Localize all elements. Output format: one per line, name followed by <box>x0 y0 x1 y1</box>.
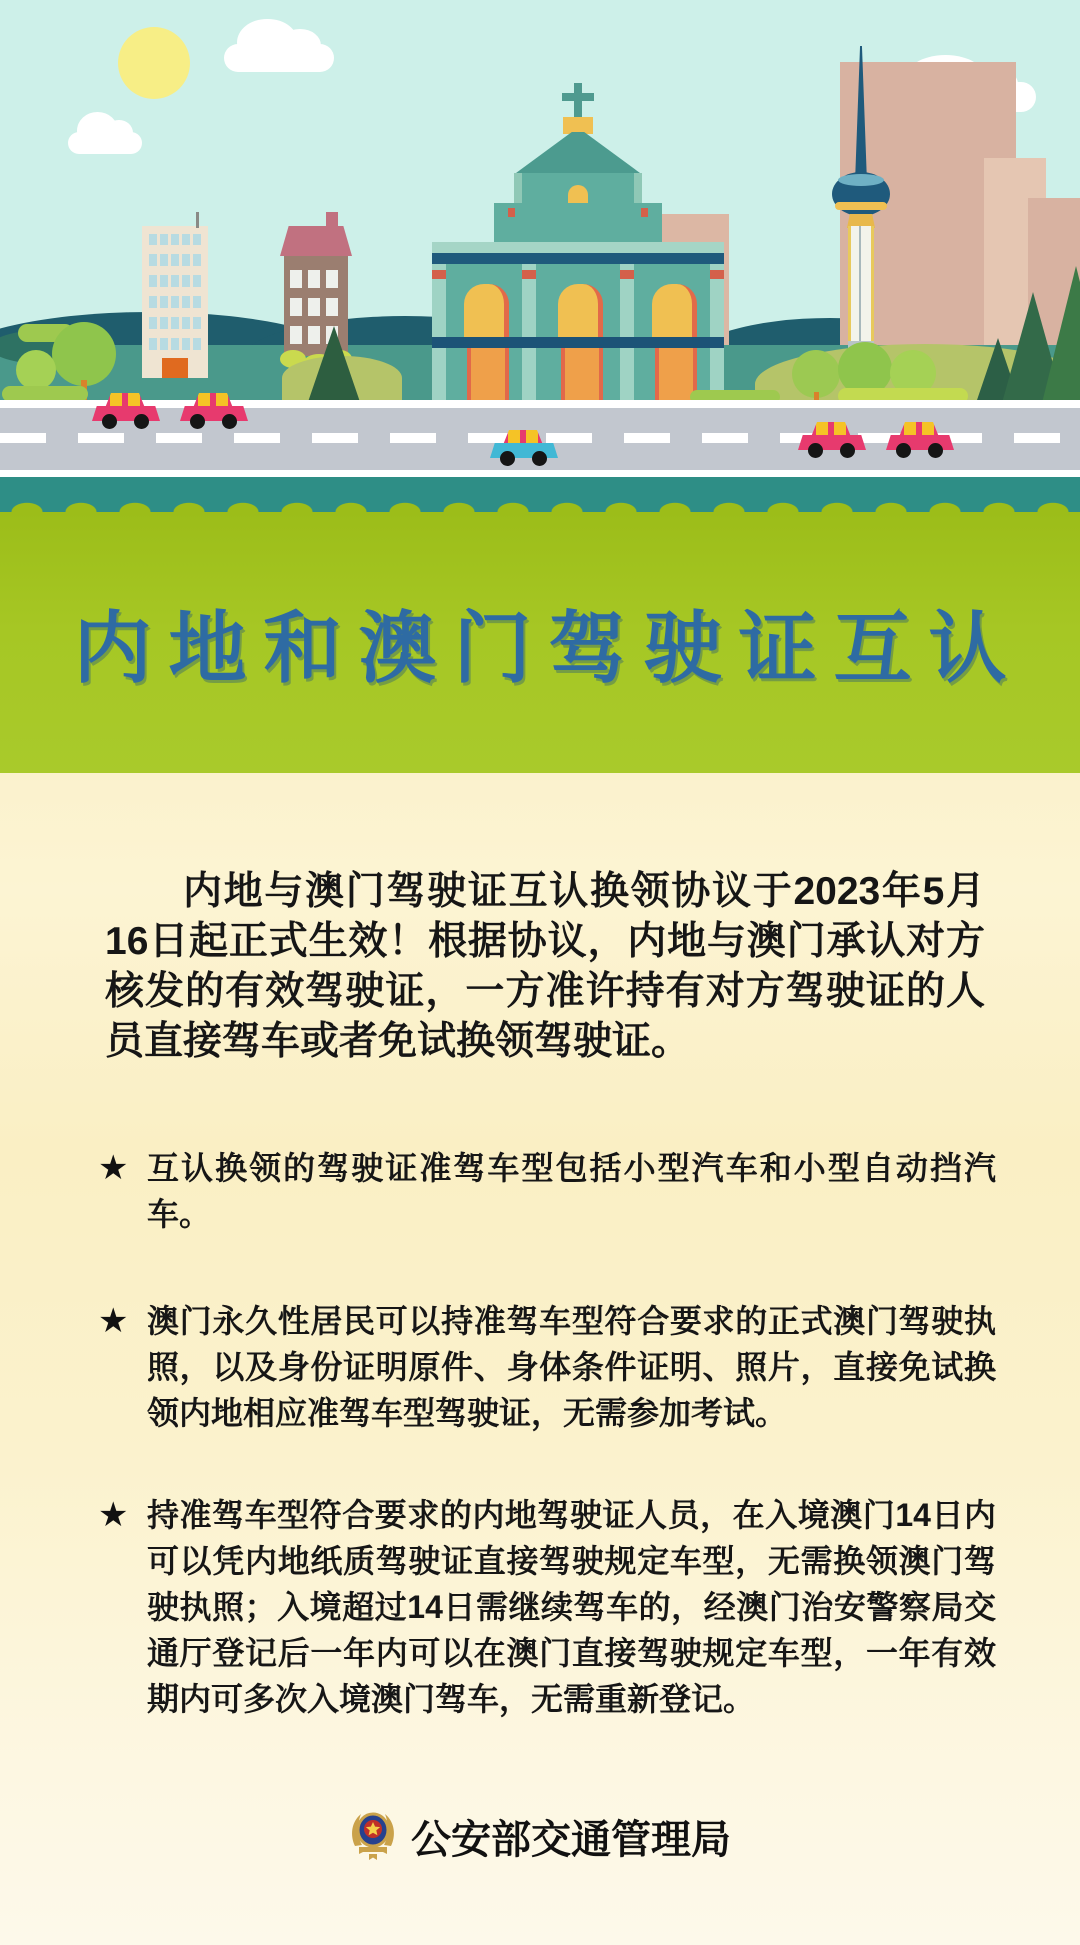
round-tree <box>792 350 840 403</box>
car-wheel <box>840 443 855 458</box>
arch-window <box>464 284 509 337</box>
pink-car-icon <box>798 422 866 458</box>
pilaster-capital <box>432 270 446 279</box>
pilaster-capital <box>620 270 634 279</box>
facade-ornament <box>508 208 515 217</box>
cyan-car-icon <box>490 430 558 466</box>
poster-title: 内地和澳门驾驶证互认 <box>73 604 1024 692</box>
tower-pod-band <box>835 202 887 210</box>
organization-name: 公安部交通管理局 <box>411 1818 731 1862</box>
title-banner <box>0 512 1080 773</box>
car-cabin <box>899 422 939 437</box>
building-roof <box>280 226 352 256</box>
car-wheel <box>500 451 515 466</box>
church-roof <box>516 132 640 173</box>
bullet-item <box>98 1298 996 1436</box>
facade-ornament <box>641 208 648 217</box>
church-shoulders <box>494 203 662 242</box>
pink-car-icon <box>180 393 248 429</box>
pilaster-capital <box>522 270 536 279</box>
cross-icon <box>574 83 582 119</box>
building-windows <box>149 234 201 350</box>
cloud-icon <box>68 132 142 154</box>
car-wheel <box>222 414 237 429</box>
bullet-text: 持准驾车型符合要求的内地驾驶证人员，在入境澳门14日内可以凭内地纸质驾驶证直接驾驶规定车型，无需换领澳门驾驶执照；入境超过14日需继续驾车的，经澳门治安警察局交通厅登记后一年内可以在澳门直接驾驶规定车型，一年有效期内可多次入境澳门驾车，无需重新登记。 <box>147 1497 996 1717</box>
church-finial <box>563 117 593 134</box>
car-wheel <box>102 414 117 429</box>
intro-paragraph: 内地与澳门驾驶证互认换领协议于2023年5月16日起正式生效！根据协议，内地与澳门承认对方核发的有效驾驶证，一方准许持有对方驾驶证的人员直接驾车或者免试换领驾驶证。 <box>105 870 985 1063</box>
pilaster <box>620 348 634 403</box>
police-badge-icon <box>349 1806 397 1867</box>
church-cornice <box>432 242 724 253</box>
church-door <box>561 348 603 403</box>
scalloped-edge <box>0 496 1080 512</box>
pilaster <box>432 348 446 403</box>
pink-car-icon <box>92 393 160 429</box>
tower-needle <box>849 46 873 176</box>
car-wheel <box>928 443 943 458</box>
church-facade <box>432 264 724 337</box>
church-band <box>432 337 724 348</box>
car-cabin <box>503 430 543 445</box>
car-wheel <box>896 443 911 458</box>
building-antenna <box>196 212 199 228</box>
cross-icon <box>562 93 594 101</box>
church-band <box>432 253 724 264</box>
star-bullet-icon: ★ <box>98 1496 129 1534</box>
arch-window <box>558 284 603 337</box>
tree-crown <box>16 350 56 390</box>
body-section <box>0 773 1080 1945</box>
office-building <box>142 226 208 378</box>
bullet-text: 澳门永久性居民可以持准驾车型符合要求的正式澳门驾驶执照，以及身份证明原件、身体条件证明、照片，直接免试换领内地相应准驾车型驾驶证，无需参加考试。 <box>147 1303 996 1431</box>
ruins-of-st-pauls <box>432 83 724 403</box>
bullet-item <box>98 1145 996 1237</box>
tree-crown <box>52 322 116 386</box>
pilaster-capital <box>710 270 724 279</box>
star-bullet-icon: ★ <box>98 1302 129 1340</box>
car-cabin <box>105 393 145 408</box>
church-door <box>467 348 509 403</box>
church-lower-story <box>432 348 724 403</box>
bullet-text: 互认换领的驾驶证准驾车型包括小型汽车和小型自动挡汽车。 <box>147 1150 996 1232</box>
sun-icon <box>118 27 190 99</box>
tower-pod-highlight <box>838 174 884 186</box>
star-bullet-icon: ★ <box>98 1149 129 1187</box>
apartment-building <box>280 212 352 368</box>
footer <box>0 1806 1080 1867</box>
pilaster <box>522 348 536 403</box>
car-cabin <box>811 422 851 437</box>
pink-car-icon <box>886 422 954 458</box>
arch-window <box>652 284 697 337</box>
cityscape-illustration <box>0 0 1080 527</box>
car-wheel <box>532 451 547 466</box>
car-wheel <box>134 414 149 429</box>
car-wheel <box>808 443 823 458</box>
car-wheel <box>190 414 205 429</box>
tree-crown <box>792 350 840 398</box>
building-door <box>162 358 188 378</box>
car-cabin <box>193 393 233 408</box>
bullet-item <box>98 1492 996 1722</box>
cloud-icon <box>224 44 334 72</box>
